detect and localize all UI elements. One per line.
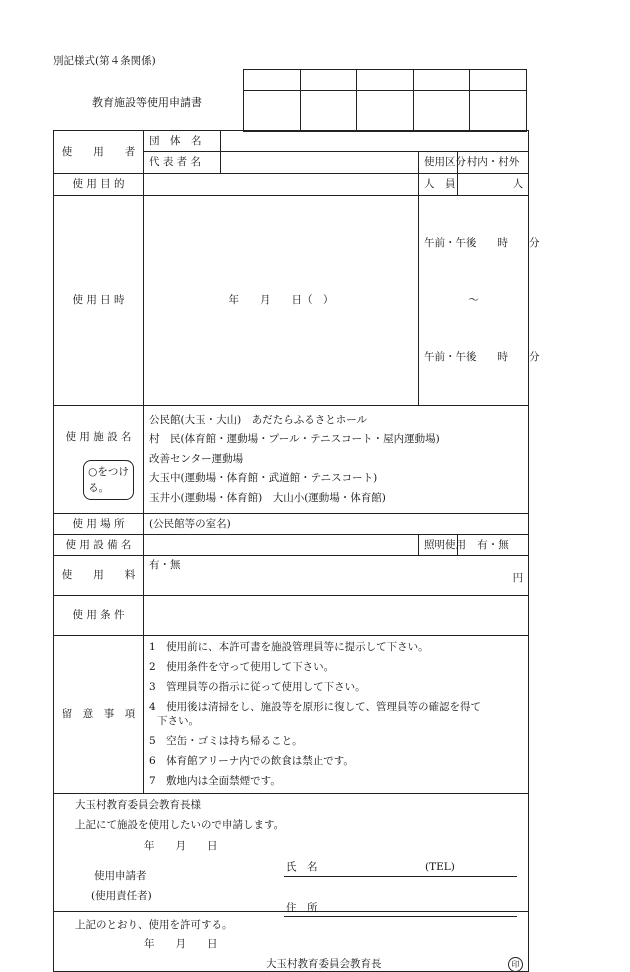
- application-table: [53, 130, 540, 972]
- form-reference: 別記様式(第４条関係): [53, 55, 156, 67]
- issuer: 大玉村教育委員会教育長: [266, 957, 382, 970]
- place-label: 使 用 場 所: [54, 513, 144, 534]
- facility-label: 使 用 施 設 名: [65, 431, 132, 444]
- user-label: 使 用 者: [54, 131, 144, 174]
- form-title: 教育施設等使用申請書: [92, 96, 202, 109]
- purpose-field[interactable]: [144, 174, 419, 196]
- equipment-label: 使 用 設 備 名: [54, 534, 144, 555]
- fee-field[interactable]: [144, 555, 529, 595]
- stamp-box: [470, 91, 527, 132]
- place-field[interactable]: (公民館等の室名): [144, 513, 529, 534]
- applicant-label: 使用申請者: [94, 869, 147, 882]
- people-unit[interactable]: 人: [458, 174, 529, 196]
- note-item: 6 体育館アリーナ内での飲食は禁止です。: [149, 755, 354, 768]
- facility-option[interactable]: 玉井小(運動場・体育館) 大山小(運動場・体育館): [149, 491, 386, 504]
- approval-stamp-boxes: [243, 69, 527, 132]
- stamp-box: [244, 91, 301, 132]
- facility-option[interactable]: 公民館(大玉・大山) あだたらふるさとホール: [149, 413, 367, 426]
- representative-label: 代 表 者 名: [144, 152, 221, 174]
- purpose-label: 使 用 目 的: [54, 174, 144, 196]
- note-item: 7 敷地内は全面禁煙です。: [149, 775, 281, 788]
- facility-option[interactable]: 大玉中(運動場・体育館・武道館・テニスコート): [149, 472, 378, 485]
- use-class-value[interactable]: 村内・村外: [458, 152, 529, 174]
- facility-label-cell: [54, 406, 144, 514]
- time-from: 午前・午後 時 分: [424, 237, 540, 249]
- permit-statement: 上記のとおり、使用を許可する。: [75, 918, 233, 931]
- name-line[interactable]: [284, 876, 517, 877]
- time-to: 午前・午後 時 分: [424, 351, 540, 363]
- equipment-field[interactable]: [144, 534, 419, 555]
- permit-section: [54, 911, 529, 971]
- date-field[interactable]: 年 月 日（ ）: [144, 196, 419, 406]
- seal-icon: 印: [508, 957, 523, 972]
- facility-option[interactable]: 村 民(体育館・運動場・プール・テニスコート・屋内運動場): [149, 433, 440, 446]
- time-range-field[interactable]: [419, 196, 540, 406]
- group-name-field[interactable]: [221, 131, 529, 152]
- fee-value: 有・無: [149, 558, 181, 571]
- address-label: 住 所: [286, 901, 318, 914]
- name-label: 氏 名: [286, 860, 318, 873]
- notes-list: [144, 635, 529, 793]
- application-statement: 上記にて施設を使用したいので申請します。: [75, 818, 285, 831]
- responsible-label: (使用責任者): [91, 889, 152, 902]
- stamp-box-header: [413, 70, 470, 91]
- facility-option[interactable]: 改善センター運動場: [149, 452, 244, 465]
- conditions-label: 使 用 条 件: [54, 595, 144, 635]
- stamp-box-header: [357, 70, 414, 91]
- people-label: 人 員: [419, 174, 458, 196]
- time-tilde: 〜: [468, 294, 479, 306]
- note-item: 4 使用後は清掃をし、施設等を原形に復して、管理員等の確認を得て: [149, 701, 481, 714]
- note-item: 2 使用条件を守って使用して下さい。: [149, 661, 335, 674]
- notes-label: 留 意 事 項: [54, 635, 144, 793]
- permit-date: 年 月 日: [144, 937, 218, 950]
- tel-label: (TEL): [425, 860, 455, 873]
- application-section: [54, 793, 529, 914]
- date-label: 使 用 日 時: [54, 196, 144, 406]
- use-class-label: 使用区分: [419, 152, 458, 174]
- facility-instruction: ○をつけ る。: [83, 460, 134, 500]
- application-date[interactable]: 年 月 日: [144, 839, 218, 852]
- addressee: 大玉村教育委員会教育長様: [75, 798, 201, 811]
- note-item: 5 空缶・ゴミは持ち帰ること。: [149, 735, 303, 748]
- stamp-box-header: [244, 70, 301, 91]
- lighting-value[interactable]: 有・無: [458, 534, 529, 555]
- fee-label: 使 用 料: [54, 555, 144, 595]
- group-name-label: 団 体 名: [144, 131, 221, 152]
- note-item: 3 管理員等の指示に従って使用して下さい。: [149, 681, 366, 694]
- fee-unit: 円: [512, 571, 524, 584]
- stamp-box-header: [470, 70, 527, 91]
- stamp-box-header: [300, 70, 357, 91]
- note-item-continued: 下さい。: [157, 715, 199, 728]
- facility-list: [144, 406, 529, 514]
- seal-mark: [508, 957, 523, 972]
- stamp-box: [300, 91, 357, 132]
- note-item: 1 使用前に、本許可書を施設管理員等に提示して下さい。: [149, 641, 429, 654]
- stamp-box: [357, 91, 414, 132]
- representative-field[interactable]: [221, 152, 419, 174]
- conditions-field[interactable]: [144, 595, 529, 635]
- lighting-label: 照明使用: [419, 534, 458, 555]
- stamp-box: [413, 91, 470, 132]
